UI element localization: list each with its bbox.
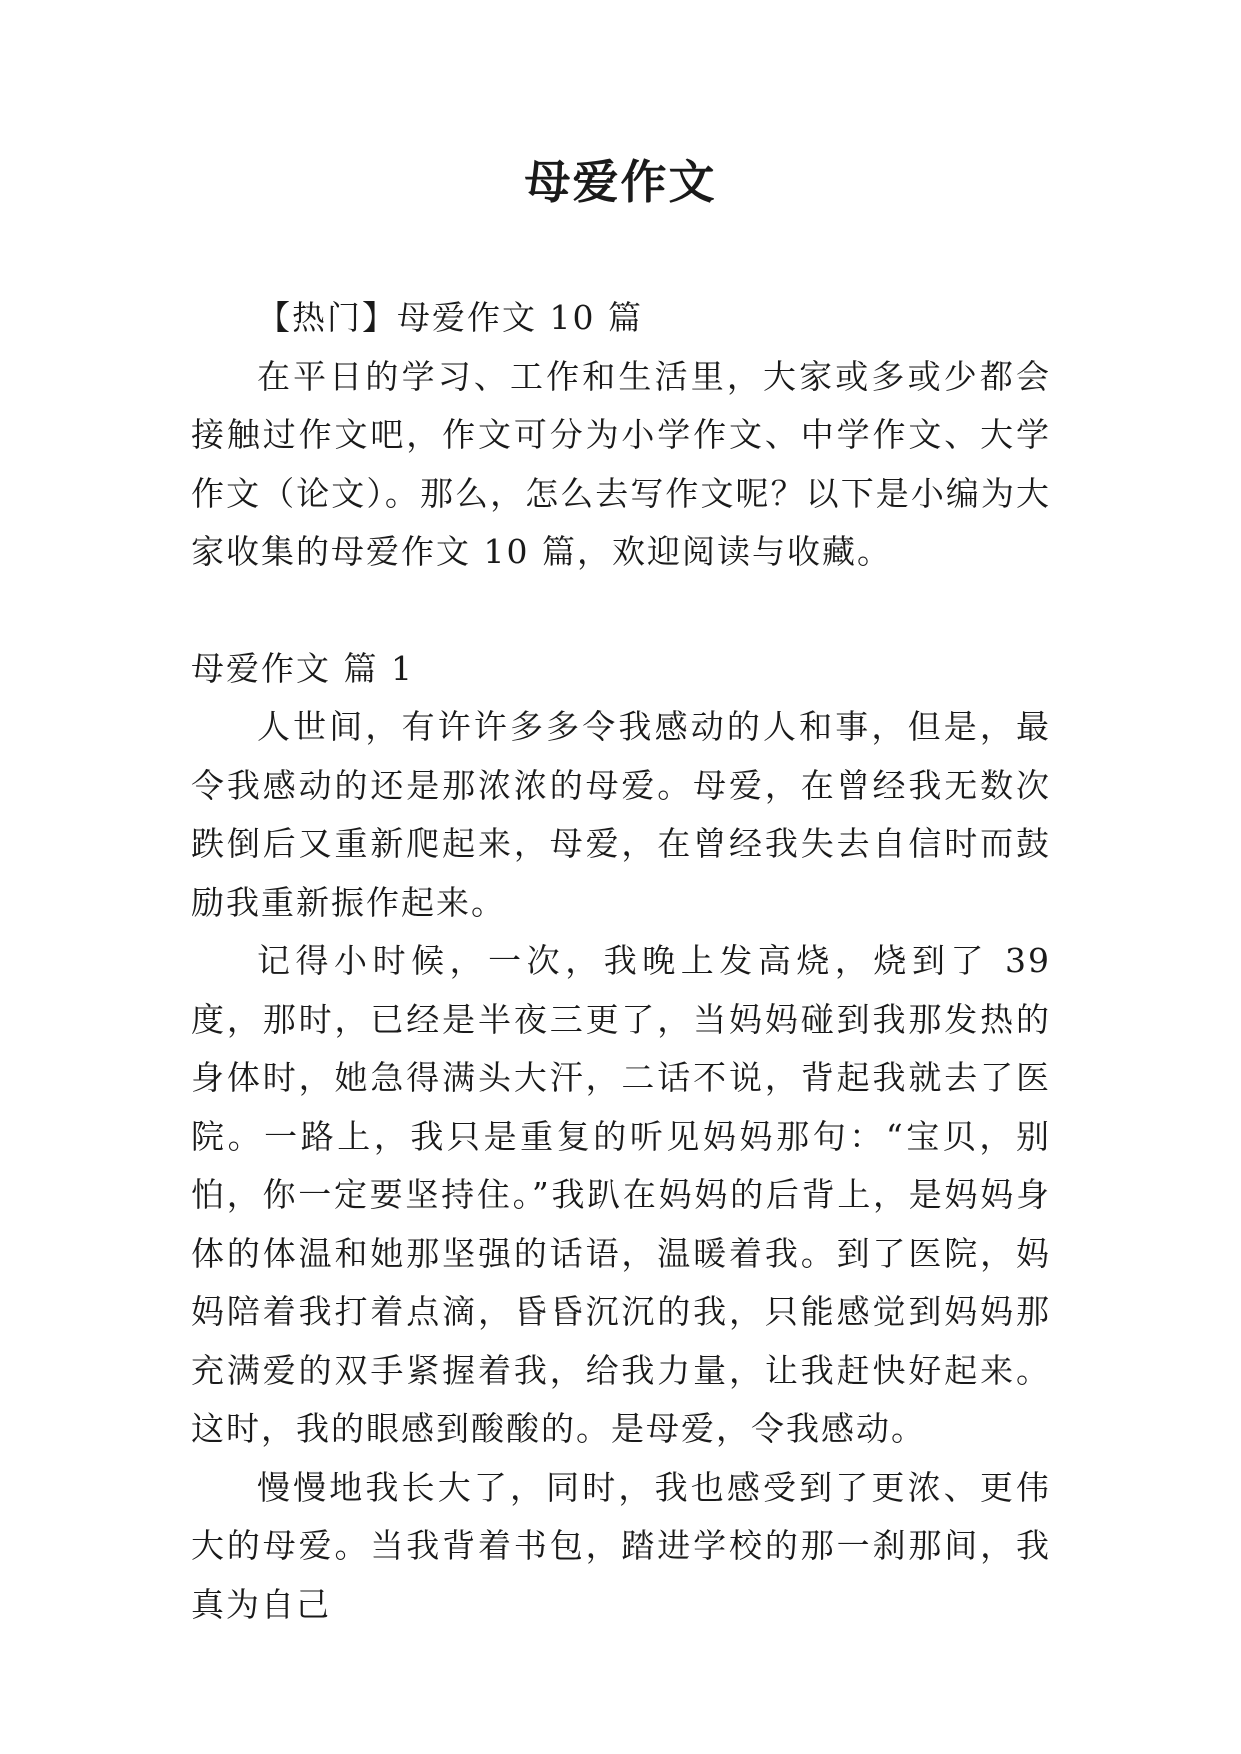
document-subtitle: 【热门】母爱作文 10 篇 [257, 298, 643, 337]
document-title: 母爱作文 [524, 155, 717, 209]
document-body [191, 289, 1051, 1634]
body-paragraph: 记得小时候，一次，我晚上发高烧，烧到了 39 度，那时，已经是半夜三更了，当妈妈碰到我那发热的身体时，她急得满头大汗，二话不说，背起我就去了医院。一路上，我只是重复的听见妈妈那句：“宝贝，别怕，你一定要坚持住。”我趴在妈妈的后背上，是妈妈身体的体温和她那坚强的话语，温暖着我。到了医院，妈妈陪着我打着点滴，昏昏沉沉的我，只能感觉到妈妈那充满爱的双手紧握着我，给我力量，让我赶快好起来。这时，我的眼感到酸酸的。是母爱，令我感动。 [191, 941, 1051, 1448]
body-paragraph: 人世间，有许许多多令我感动的人和事，但是，最令我感动的还是那浓浓的母爱。母爱，在曾经我无数次跌倒后又重新爬起来，母爱，在曾经我失去自信时而鼓励我重新振作起来。 [191, 707, 1051, 922]
body-paragraph: 慢慢地我长大了，同时，我也感受到了更浓、更伟大的母爱。当我背着书包，踏进学校的那一刹那间，我真为自己 [191, 1467, 1051, 1624]
intro-paragraph: 在平日的学习、工作和生活里，大家或多或少都会接触过作文吧，作文可分为小学作文、中学作文、大学作文（论文）。那么，怎么去写作文呢？以下是小编为大家收集的母爱作文 10 篇，欢迎阅读与收藏。 [191, 356, 1051, 571]
section-heading: 母爱作文 篇 1 [191, 648, 414, 688]
